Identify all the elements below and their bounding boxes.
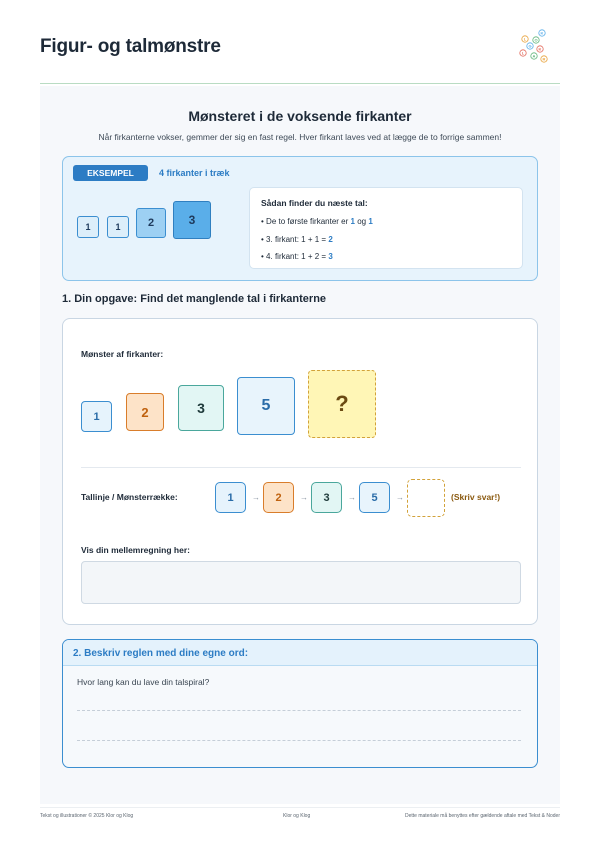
hint-number: 1 [350, 217, 355, 226]
hint-text: 4. firkant: 1 + 2 = [266, 252, 329, 261]
writing-line[interactable] [77, 740, 521, 741]
hint-box [249, 187, 523, 269]
hint-number: 2 [328, 235, 333, 244]
worksheet-panel [40, 86, 560, 804]
page-footer [40, 807, 560, 827]
footer-license: Dette materiale må benyttes efter gældende aftale med Tekst & Noder [405, 813, 560, 819]
example-square: 3 [173, 201, 211, 239]
logo-letter: L [521, 50, 525, 56]
footer-brand: Klor og Klog [283, 813, 311, 819]
logo-letter: L [523, 36, 527, 42]
numberline-box: 5 [359, 482, 390, 513]
bullet: • [261, 217, 264, 226]
rule-box [62, 639, 538, 768]
logo-letter: K [538, 46, 542, 52]
hint-text: De to første firkanter er [266, 217, 351, 226]
page-header [40, 30, 560, 84]
hint-title: Sådan finder du næste tal: [261, 198, 368, 208]
example-square: 1 [107, 216, 129, 238]
numberline-label: Tallinje / Mønsterrække: [81, 492, 178, 502]
pattern-square: 1 [81, 401, 112, 432]
hint-line [261, 235, 333, 244]
bullet: • [261, 235, 264, 244]
numberline-box: 2 [263, 482, 294, 513]
missing-square: ? [308, 370, 376, 438]
arrow-icon: → [252, 493, 260, 502]
pattern-square: 5 [237, 377, 295, 435]
example-badge: EKSEMPEL [73, 165, 148, 181]
answer-hint: (Skriv svar!) [451, 492, 501, 502]
footer-copyright: Tekst og illustrationer © 2025 Klor og Klog [40, 813, 134, 819]
hint-line [261, 252, 333, 261]
divider [81, 467, 521, 468]
arrow-icon: → [396, 493, 404, 502]
klog-klar-logo [516, 28, 552, 68]
numberline-box: 3 [311, 482, 342, 513]
rule-title: 2. Beskriv reglen med dine egne ord: [73, 648, 249, 659]
intro-text: Når firkanterne vokser, gemmer der sig en fast regel. Hver firkant laves ved at lægge de to forrige sammen! [98, 132, 502, 142]
task-title: 1. Din opgave: Find det manglende tal i firkanterne [62, 293, 327, 305]
example-box [62, 156, 538, 281]
example-subtitle: 4 firkanter i træk [159, 168, 230, 178]
logo-letter: O [534, 37, 538, 43]
page-title: Figur- og talmønstre [40, 36, 221, 57]
rule-header [63, 640, 537, 666]
header-divider [40, 83, 560, 84]
example-square: 2 [136, 208, 166, 238]
section-title: Mønsteret i de voksende firkanter [188, 108, 412, 124]
arrow-icon: → [300, 493, 308, 502]
example-square: 1 [77, 216, 99, 238]
logo-letter: R [542, 56, 546, 62]
pattern-label: Mønster af firkanter: [81, 349, 164, 359]
logo-letter: G [528, 43, 532, 49]
logo-letter: A [532, 53, 536, 59]
hint-number: 1 [368, 217, 373, 226]
bullet: • [261, 252, 264, 261]
hint-text: og [354, 217, 369, 226]
hint-number: 3 [328, 252, 333, 261]
numberline-box: 1 [215, 482, 246, 513]
answer-box[interactable] [407, 479, 445, 517]
hint-line [261, 217, 373, 226]
task-box [62, 318, 538, 625]
rule-question: Hvor lang kan du lave din talspiral? [77, 677, 210, 687]
pattern-square: 2 [126, 393, 164, 431]
hint-text: 3. firkant: 1 + 1 = [266, 235, 329, 244]
pattern-square: 3 [178, 385, 224, 431]
logo-letter: K [540, 30, 544, 36]
calc-label: Vis din mellemregning her: [81, 545, 190, 555]
arrow-icon: → [348, 493, 356, 502]
calculation-field[interactable] [81, 561, 521, 604]
writing-line[interactable] [77, 710, 521, 711]
